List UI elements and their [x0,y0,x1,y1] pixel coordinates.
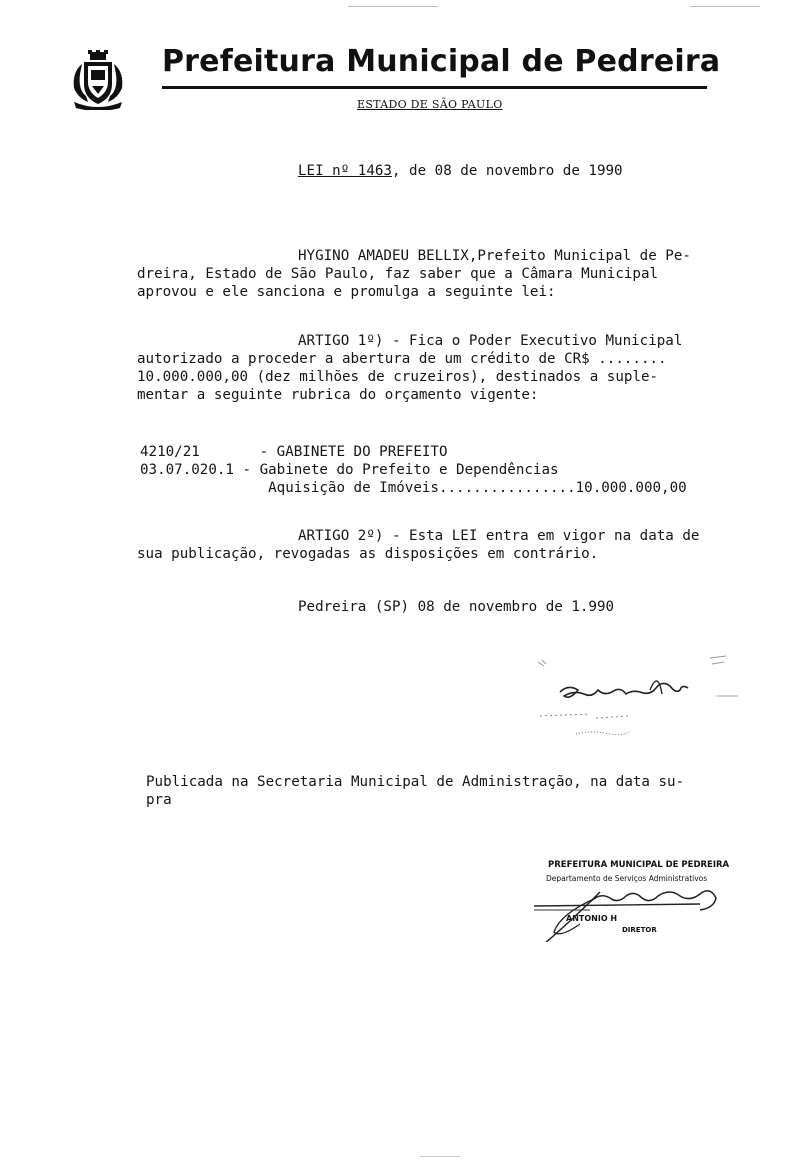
mayor-signature [530,650,750,750]
stamp-line: ANTONIO H [566,914,618,923]
budget-line: 4210/21 - GABINETE DO PREFEITO [140,444,448,460]
article-2-line: sua publicação, revogadas as disposições em contrário. [137,546,599,562]
director-signature [530,852,760,942]
article-1-line: mentar a seguinte rubrica do orçamento vigente: [137,387,539,403]
publication-line: pra [146,792,172,808]
preamble-line: dreira, Estado de São Paulo, faz saber que a Câmara Municipal [137,266,659,282]
official-stamp [530,852,760,942]
budget-line: Aquisição de Imóveis................10.000.000,00 [140,480,687,496]
scan-mark [348,6,438,7]
article-2-line: ARTIGO 2º) - Esta LEI entra em vigor na data de [298,528,700,544]
law-number: LEI nº 1463 [298,163,392,179]
preamble-line: HYGINO AMADEU BELLIX,Prefeito Municipal de Pe- [298,248,691,264]
law-date: , de 08 de novembro de 1990 [391,163,623,179]
article-1-line: ARTIGO 1º) - Fica o Poder Executivo Municipal [298,333,683,349]
scan-mark [690,6,760,7]
preamble-line: aprovou e ele sanciona e promulga a seguinte lei: [137,284,556,300]
article-1-line: 10.000.000,00 (dez milhões de cruzeiros), destinados a suple- [137,369,659,385]
scan-mark [420,1156,460,1157]
header-rule [162,86,707,89]
place-date: Pedreira (SP) 08 de novembro de 1.990 [298,599,615,615]
municipal-crest-icon [70,50,126,110]
header-title: Prefeitura Municipal de Pedreira [162,44,721,79]
stamp-line: DIRETOR [622,926,657,934]
publication-line: Publicada na Secretaria Municipal de Administração, na data su- [146,774,685,790]
article-1-line: autorizado a proceder a abertura de um crédito de CR$ ........ [137,351,667,367]
budget-line: 03.07.020.1 - Gabinete do Prefeito e Dependências [140,462,559,478]
stamp-line: PREFEITURA MUNICIPAL DE PEDREIRA [548,860,730,870]
law-heading [298,162,623,180]
stamp-line: Departamento de Serviços Administrativos [546,874,708,883]
header-subtitle: ESTADO DE SÃO PAULO [357,98,503,111]
